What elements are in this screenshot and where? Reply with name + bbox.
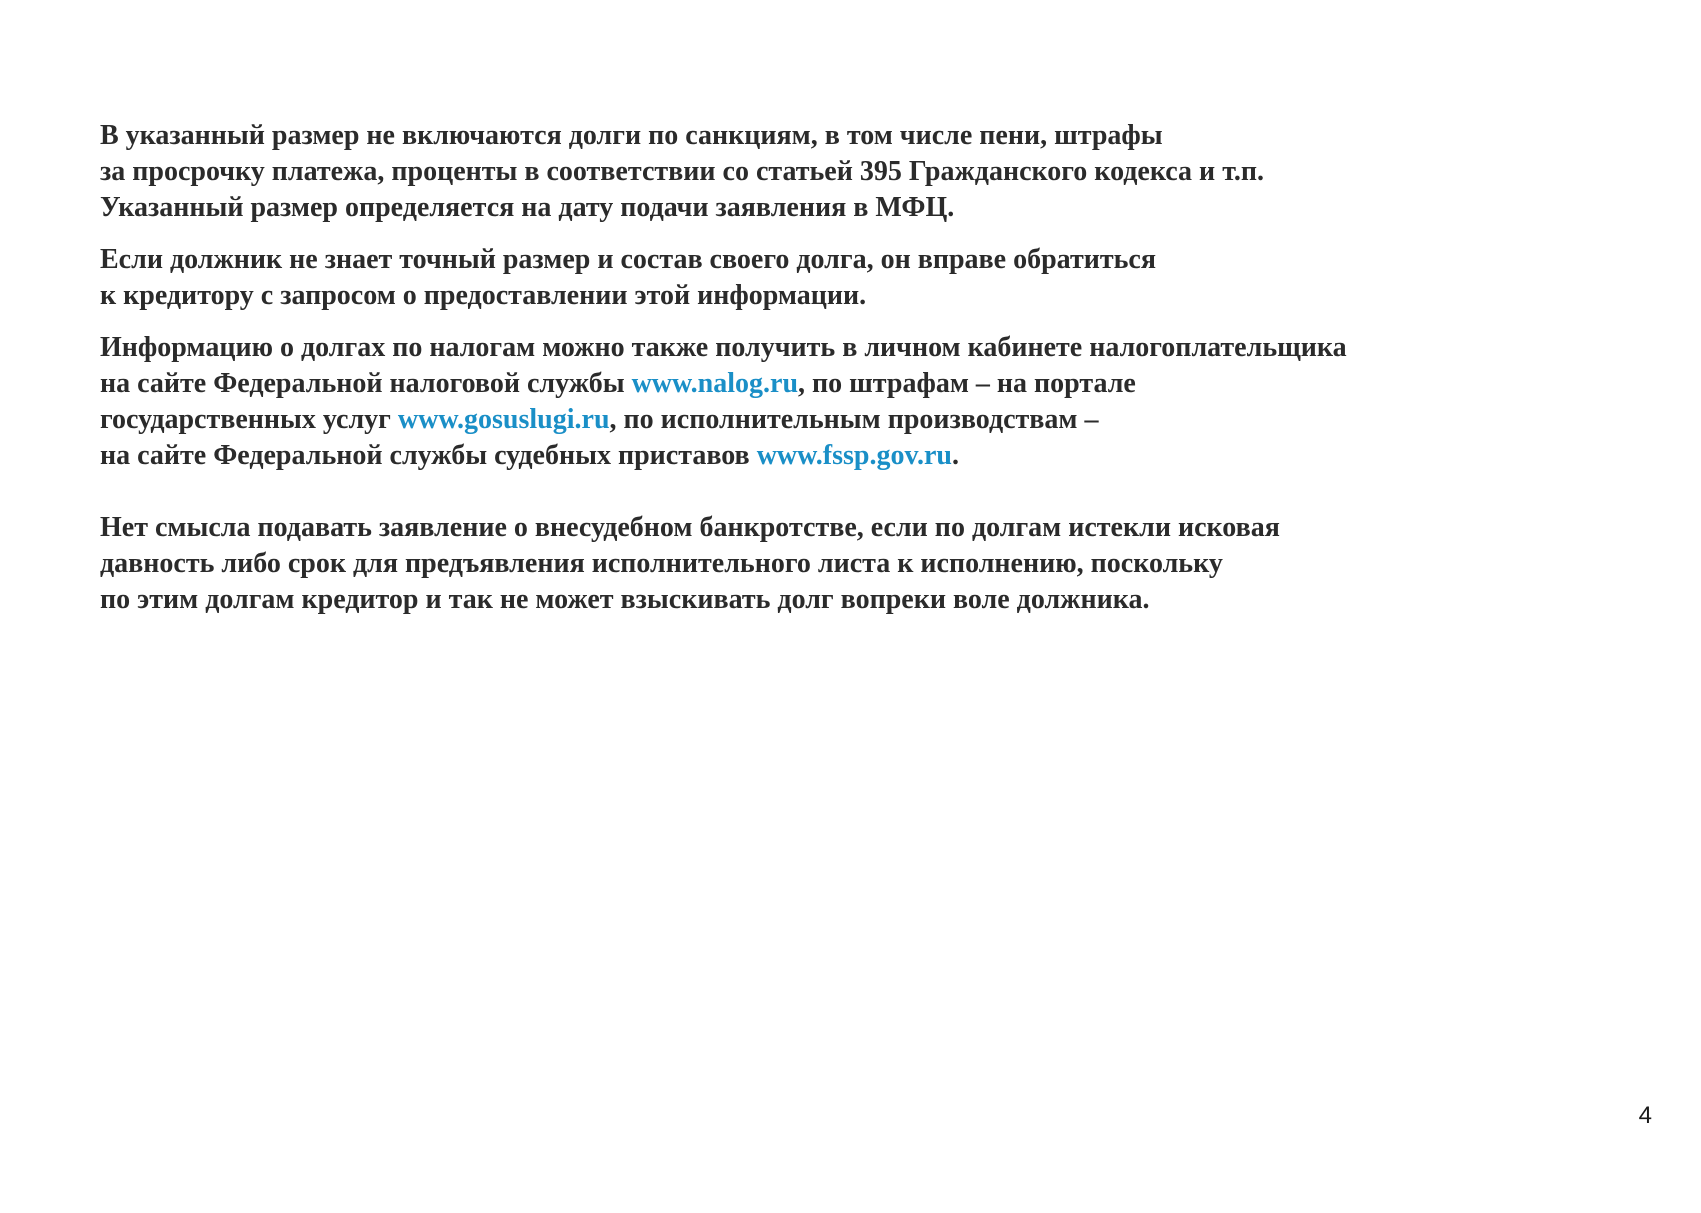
paragraph-request-info [100, 242, 1660, 314]
text-line: давность либо срок для предъявления исполнительного листа к исполнению, поскольку [100, 548, 1223, 579]
text-line [100, 366, 1660, 402]
paragraph-debt-exclusions [100, 118, 1660, 226]
text-segment: , по штрафам – на портале [798, 368, 1136, 399]
text-line [100, 438, 1660, 474]
page-number: 4 [1638, 1102, 1652, 1129]
paragraph-statute-of-limitations [100, 510, 1660, 618]
link-fssp[interactable]: www.fssp.gov.ru [756, 440, 952, 471]
page-content [100, 118, 1660, 618]
text-segment: , по исполнительным производствам – [609, 404, 1099, 435]
text-line: по этим долгам кредитор и так не может взыскивать долг вопреки воле должника. [100, 584, 1150, 615]
text-line [100, 402, 1660, 438]
text-line: В указанный размер не включаются долги по санкциям, в том числе пени, штрафы [100, 120, 1163, 151]
link-gosuslugi[interactable]: www.gosuslugi.ru [397, 404, 610, 435]
text-segment: на сайте Федеральной налоговой службы [100, 368, 632, 399]
text-segment: . [951, 440, 959, 471]
text-segment: на сайте Федеральной службы судебных приставов [100, 440, 757, 471]
link-nalog[interactable]: www.nalog.ru [631, 368, 799, 399]
text-line: Информацию о долгах по налогам можно также получить в личном кабинете налогоплательщика [100, 332, 1347, 363]
text-line: Нет смысла подавать заявление о внесудебном банкротстве, если по долгам истекли исковая [100, 512, 1280, 543]
text-line: Если должник не знает точный размер и состав своего долга, он вправе обратиться [100, 244, 1156, 275]
text-line: за просрочку платежа, проценты в соответствии со статьей 395 Гражданского кодекса и т.п. [100, 156, 1264, 187]
text-line: Указанный размер определяется на дату подачи заявления в МФЦ. [100, 192, 955, 223]
text-segment: государственных услуг [100, 404, 398, 435]
text-line: к кредитору с запросом о предоставлении этой информации. [100, 280, 867, 311]
paragraph-info-sources [100, 330, 1660, 474]
